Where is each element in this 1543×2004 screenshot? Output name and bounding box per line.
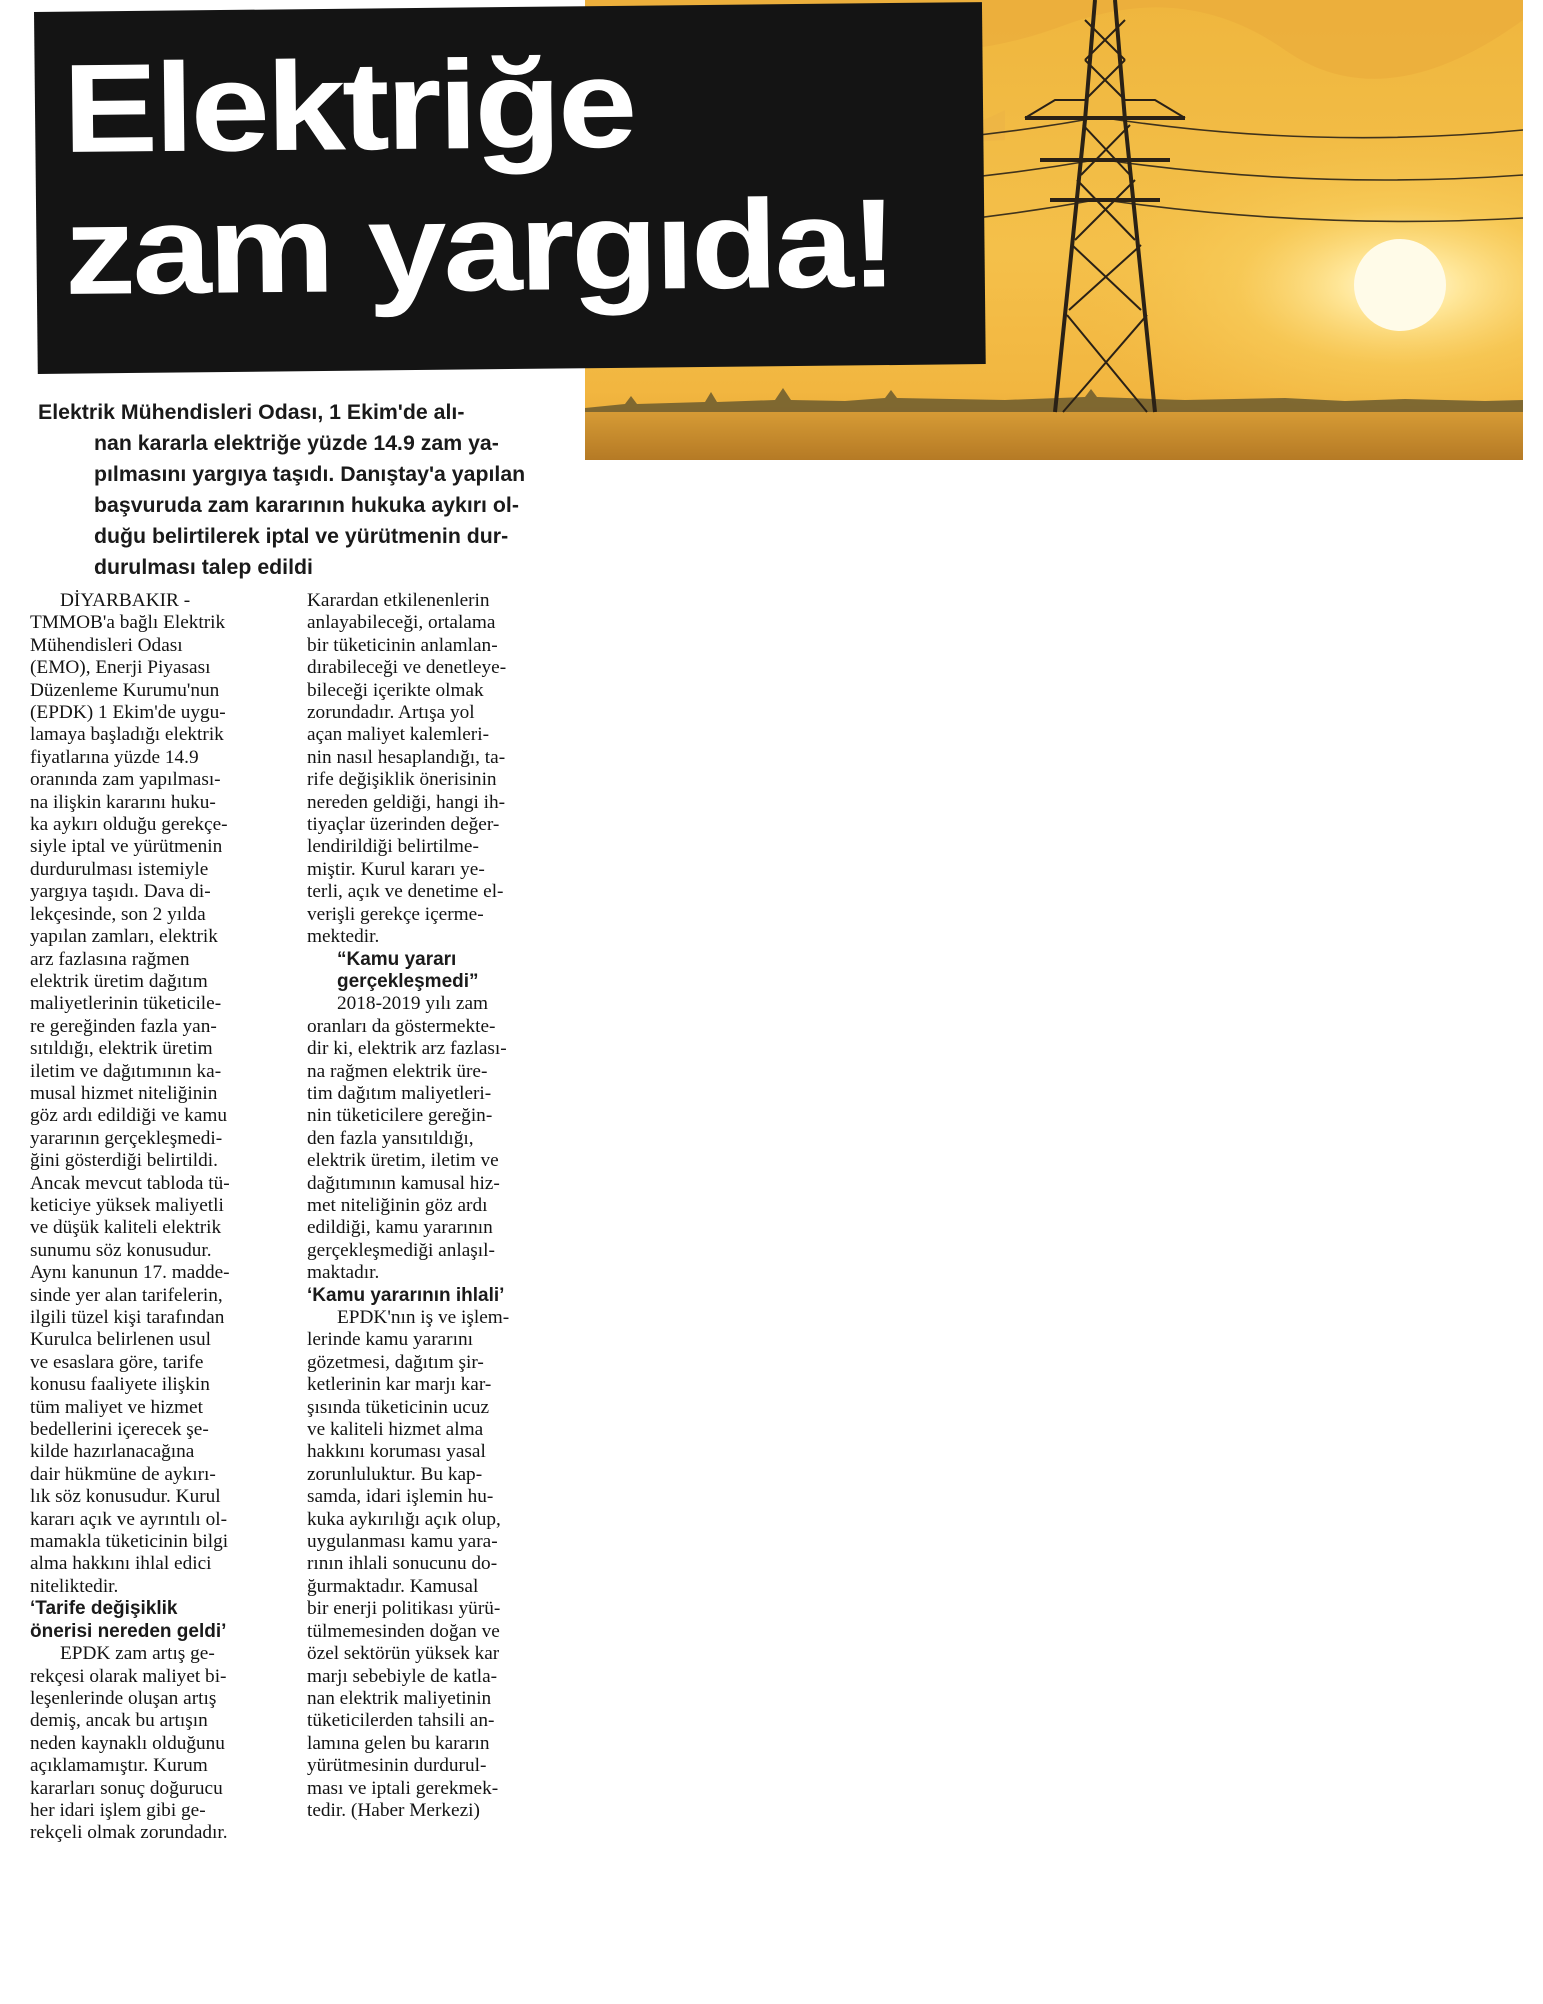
text-line: açan maliyet kalemleri- bbox=[307, 724, 490, 746]
text-line: na rağmen elektrik üre- bbox=[307, 1060, 488, 1082]
lead-line: nan kararla elektriğe yüzde 14.9 zam ya- bbox=[94, 431, 499, 455]
text-line: zorundadır. Artışa yol bbox=[307, 702, 475, 724]
text-line: lerinde kamu yararını bbox=[307, 1329, 473, 1351]
paragraph bbox=[307, 1307, 572, 1822]
text-line: (EPDK) 1 Ekim'de uygu- bbox=[30, 702, 226, 724]
text-line: sinde yer alan tarifelerin, bbox=[30, 1284, 223, 1306]
subheading-line: ‘Tarife değişiklik bbox=[30, 1598, 178, 1620]
text-line: Ancak mevcut tabloda tü- bbox=[30, 1172, 230, 1194]
text-line: yararının gerçekleşmedi- bbox=[30, 1127, 223, 1149]
text-line: elektrik üretim dağıtım bbox=[30, 970, 208, 992]
text-line: lamaya başladığı elektrik bbox=[30, 724, 224, 746]
text-line: rekçeli olmak zorundadır. bbox=[30, 1822, 228, 1844]
text-line: mamakla tüketicinin bilgi bbox=[30, 1531, 229, 1553]
text-line: Aynı kanunun 17. madde- bbox=[30, 1262, 230, 1284]
text-line: lendirildiği belirtilme- bbox=[307, 836, 479, 858]
text-line: oranları da göstermekte- bbox=[307, 1015, 496, 1037]
text-line: dair hükmüne de aykırı- bbox=[30, 1463, 216, 1485]
headline-line-1: Elektriğe bbox=[62, 32, 635, 179]
text-line: arz fazlasına rağmen bbox=[30, 948, 190, 970]
text-line: ve düşük kaliteli elektrik bbox=[30, 1217, 222, 1239]
text-line: Düzenleme Kurumu'nun bbox=[30, 679, 220, 701]
text-line: musal hizmet niteliğinin bbox=[30, 1082, 218, 1104]
text-line: dırabileceği ve denetleye- bbox=[307, 657, 507, 679]
text-line: ka aykırı olduğu gerekçe- bbox=[30, 814, 228, 836]
text-line: nin tüketicilere gereğin- bbox=[307, 1105, 493, 1127]
text-line: dir ki, elektrik arz fazlası- bbox=[307, 1038, 507, 1060]
text-line: maliyetlerinin tüketicile- bbox=[30, 993, 222, 1015]
text-line: elektrik üretim, iletim ve bbox=[307, 1150, 499, 1172]
text-line: alma hakkını ihlal edici bbox=[30, 1553, 212, 1575]
text-line: EPDK zam artış ge- bbox=[60, 1643, 215, 1665]
text-line: durdurulması istemiyle bbox=[30, 858, 209, 880]
text-line: 2018-2019 yılı zam bbox=[337, 993, 489, 1015]
subheading-line: önerisi nereden geldi’ bbox=[30, 1620, 227, 1642]
text-line: bir tüketicinin anlamlan- bbox=[307, 634, 498, 656]
text-line: keticiye yüksek maliyetli bbox=[30, 1194, 224, 1216]
text-line: iletim ve dağıtımının ka- bbox=[30, 1060, 222, 1082]
text-line: re gereğinden fazla yan- bbox=[30, 1015, 217, 1037]
lead-line: duğu belirtilerek iptal ve yürütmenin dur- bbox=[94, 524, 509, 548]
text-line: miştir. Kurul kararı ye- bbox=[307, 858, 485, 880]
article-column-2 bbox=[307, 590, 572, 1822]
text-line: (EMO), Enerji Piyasası bbox=[30, 657, 211, 679]
text-line: lekçesinde, son 2 yılda bbox=[30, 903, 206, 925]
text-line: sıtıldığı, elektrik üretim bbox=[30, 1038, 213, 1060]
sun bbox=[1354, 239, 1446, 331]
paragraph bbox=[30, 590, 286, 1598]
text-line: tim dağıtım maliyetleri- bbox=[307, 1082, 492, 1104]
text-line: den fazla yansıtıldığı, bbox=[307, 1127, 474, 1149]
text-line: mektedir. bbox=[307, 926, 380, 948]
text-line: leşenlerinde oluşan artış bbox=[30, 1687, 217, 1709]
text-line: oranında zam yapılması- bbox=[30, 769, 221, 791]
subheading-line: ‘Kamu yararının ihlali’ bbox=[307, 1284, 505, 1306]
text-line: ğurmaktadır. Kamusal bbox=[307, 1575, 479, 1597]
text-line: siyle iptal ve yürütmenin bbox=[30, 836, 223, 858]
text-line: Kurulca belirlenen usul bbox=[30, 1329, 211, 1351]
text-line: şısında tüketicinin ucuz bbox=[307, 1396, 490, 1418]
text-line: marjı sebebiyle de katla- bbox=[307, 1665, 498, 1687]
text-line: rekçesi olarak maliyet bi- bbox=[30, 1665, 227, 1687]
subheading-tarife bbox=[30, 1598, 286, 1643]
text-line: demiş, ancak bu artışın bbox=[30, 1710, 208, 1732]
subheading-line: gerçekleşmedi” bbox=[337, 970, 479, 992]
article-column-1 bbox=[30, 590, 286, 1845]
text-line: kuka aykırılığı açık olup, bbox=[307, 1508, 501, 1530]
text-line: bileceği içerikte olmak bbox=[307, 679, 484, 701]
lead-line: başvuruda zam kararının hukuka aykırı ol- bbox=[94, 493, 519, 517]
text-line: tüm maliyet ve hizmet bbox=[30, 1396, 203, 1418]
text-line: maktadır. bbox=[307, 1262, 380, 1284]
text-line: yargıya taşıdı. Dava di- bbox=[30, 881, 211, 903]
text-line: zorunluluktur. Bu kap- bbox=[307, 1463, 483, 1485]
text-line: gözetmesi, dağıtım şir- bbox=[307, 1351, 484, 1373]
text-line: ilgili tüzel kişi tarafından bbox=[30, 1307, 225, 1328]
paragraph bbox=[30, 1643, 286, 1845]
text-line: na ilişkin kararını huku- bbox=[30, 791, 216, 813]
text-line: sunumu söz konusudur. bbox=[30, 1239, 212, 1261]
text-line: ve esaslara göre, tarife bbox=[30, 1351, 204, 1373]
text-line: samda, idari işlemin hu- bbox=[307, 1486, 494, 1508]
paragraph bbox=[307, 590, 572, 949]
text-line: ması ve iptali gerekmek- bbox=[307, 1777, 499, 1799]
text-line: lamına gelen bu kararın bbox=[307, 1732, 490, 1754]
text-line: niteliktedir. bbox=[30, 1575, 119, 1597]
text-line: rife değişiklik önerisinin bbox=[307, 769, 497, 791]
text-line: konusu faaliyete ilişkin bbox=[30, 1374, 210, 1396]
text-line: tüketicilerden tahsili an- bbox=[307, 1710, 495, 1732]
text-line: uygulanması kamu yara- bbox=[307, 1531, 498, 1553]
text-line: yapılan zamları, elektrik bbox=[30, 926, 218, 948]
text-line: neden kaynaklı olduğunu bbox=[30, 1732, 225, 1754]
text-line: tedir. (Haber Merkezi) bbox=[307, 1799, 480, 1821]
headline bbox=[62, 30, 895, 322]
text-line: tülmemesinden doğan ve bbox=[307, 1620, 500, 1642]
lead-paragraph bbox=[38, 397, 566, 583]
text-line: açıklamamıştır. Kurum bbox=[30, 1755, 208, 1777]
text-line: anlayabileceği, ortalama bbox=[307, 612, 496, 634]
text-line: nereden geldiği, hangi ih- bbox=[307, 791, 506, 813]
text-line: ketlerinin kar marjı kar- bbox=[307, 1374, 492, 1396]
text-line: kararı açık ve ayrıntılı ol- bbox=[30, 1508, 228, 1530]
text-line: met niteliğinin göz ardı bbox=[307, 1194, 488, 1216]
subheading-kamu-yarari bbox=[307, 949, 572, 994]
text-line: özel sektörün yüksek kar bbox=[307, 1643, 500, 1665]
text-line: hakkını koruması yasal bbox=[307, 1441, 486, 1463]
paragraph bbox=[307, 993, 572, 1284]
text-line: DİYARBAKIR - bbox=[60, 590, 191, 611]
text-line: terli, açık ve denetime el- bbox=[307, 881, 504, 903]
text-line: fiyatlarına yüzde 14.9 bbox=[30, 746, 199, 768]
text-line: EPDK'nın iş ve işlem- bbox=[337, 1307, 510, 1328]
lead-line: durulması talep edildi bbox=[94, 555, 313, 579]
text-line: her idari işlem gibi ge- bbox=[30, 1799, 206, 1821]
text-line: edildiği, kamu yararının bbox=[307, 1217, 493, 1239]
text-line: Mühendisleri Odası bbox=[30, 634, 183, 656]
text-line: ğini gösterdiği belirtildi. bbox=[30, 1150, 218, 1172]
lead-line: Elektrik Mühendisleri Odası, 1 Ekim'de alı- bbox=[38, 400, 465, 424]
subheading-line: “Kamu yararı bbox=[337, 948, 457, 970]
text-line: kilde hazırlanacağına bbox=[30, 1441, 195, 1463]
text-line: göz ardı edildiği ve kamu bbox=[30, 1105, 228, 1127]
text-line: ve kaliteli hizmet alma bbox=[307, 1419, 484, 1441]
text-line: tiyaçlar üzerinden değer- bbox=[307, 814, 500, 836]
text-line: nan elektrik maliyetinin bbox=[307, 1687, 492, 1709]
text-line: lık söz konusudur. Kurul bbox=[30, 1486, 221, 1508]
text-line: bedellerini içerecek şe- bbox=[30, 1419, 209, 1441]
text-line: nin nasıl hesaplandığı, ta- bbox=[307, 746, 506, 768]
text-line: gerçekleşmediği anlaşıl- bbox=[307, 1239, 495, 1261]
text-line: kararları sonuç doğurucu bbox=[30, 1777, 223, 1799]
subheading-kamu-yararinin-ihlali bbox=[307, 1285, 572, 1307]
text-line: dağıtımının kamusal hiz- bbox=[307, 1172, 500, 1194]
text-line: TMMOB'a bağlı Elektrik bbox=[30, 612, 226, 634]
text-line: bir enerji politikası yürü- bbox=[307, 1598, 501, 1620]
text-line: rının ihlali sonucunu do- bbox=[307, 1553, 498, 1575]
text-line: verişli gerekçe içerme- bbox=[307, 903, 484, 925]
headline-line-2: zam yargıda! bbox=[63, 172, 896, 321]
text-line: Karardan etkilenenlerin bbox=[307, 590, 490, 611]
text-line: yürütmesinin durdurul- bbox=[307, 1755, 487, 1777]
lead-line: pılmasını yargıya taşıdı. Danıştay'a yapılan bbox=[94, 462, 526, 486]
